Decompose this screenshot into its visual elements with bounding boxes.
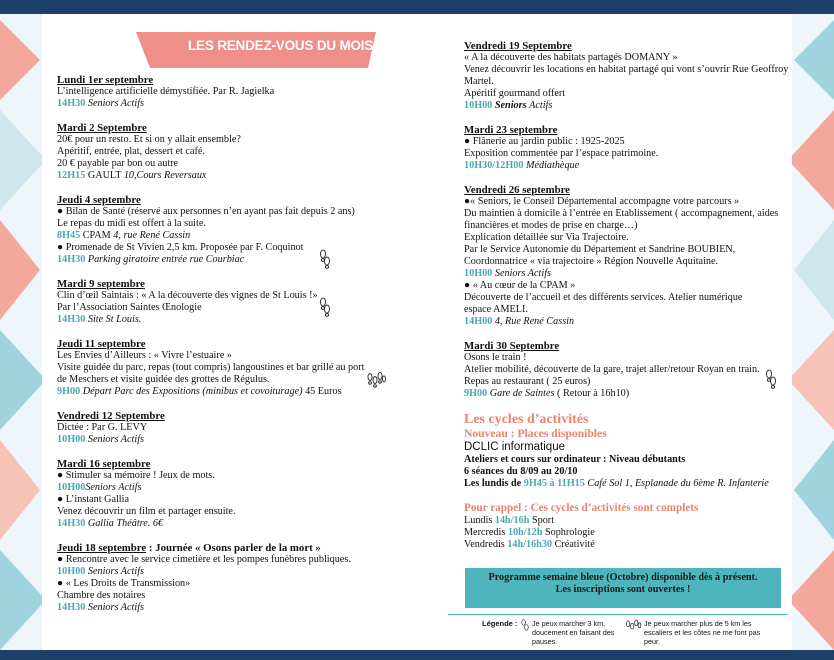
event-line: Par le Service Autonomie du Département et Sandrine BOUBIEN,: [464, 244, 736, 255]
event-place: Médiathèque: [525, 160, 580, 171]
event-place: Seniors Actifs: [85, 482, 142, 493]
session-activity: Créativité: [554, 539, 595, 550]
event-time: 14H00: [464, 316, 493, 327]
event-line: ● Rencontre avec le service cimetière et les pompes funèbres publiques.: [57, 554, 351, 565]
event-line: ● Flânerie au jardin public : 1925-2025: [464, 136, 625, 147]
event-place: 4, rue René Cassin: [113, 230, 191, 241]
session-activity: Sport: [531, 515, 555, 526]
dclic-time: 9H45 à 11H15: [523, 478, 585, 489]
footprints-icon: [318, 296, 332, 318]
box-line: Les inscriptions sont ouvertes !: [555, 584, 691, 595]
event-title: Mardi 2 Septembre: [57, 122, 147, 134]
event-title: Vendredi 19 Septembre: [464, 40, 572, 52]
event-line: ● Bilan de Santé (réservé aux personnes n’en ayant pas fait depuis 2 ans): [57, 206, 355, 217]
event-sep-12: [57, 410, 369, 446]
event-title: Jeudi 18 septembre: [57, 542, 147, 554]
event-line: Coordonnatrice « via trajectoire » Région Nouvelle Aquitaine.: [464, 256, 719, 267]
event-place: Seniors Actifs: [87, 602, 144, 613]
event-sep-30: [464, 340, 794, 400]
event-place-name: GAULT: [87, 170, 122, 181]
event-time: 10H00: [464, 100, 493, 111]
legend-text-easy: Je peux marcher 3 km, doucement en faisant des pauses.: [532, 619, 615, 646]
event-time: 14H30: [57, 98, 86, 109]
event-place: Seniors Actifs: [87, 98, 144, 109]
event-time: 9H00: [464, 388, 488, 399]
dclic-line: Ateliers et cours sur ordinateur : Niveau débutants: [464, 454, 686, 465]
event-time: 10H00: [57, 482, 86, 493]
event-line: 20€ pour un resto. Et si on y allait ensemble?: [57, 134, 241, 145]
event-line: Exposition commentée par l’espace patrimoine.: [464, 148, 659, 159]
top-border: [0, 0, 834, 14]
footprints-icon: [764, 368, 778, 390]
event-line: 20 € payable par bon ou autre: [57, 158, 179, 169]
event-line: Dictée : Par G. LEVY: [57, 422, 148, 433]
event-place: Départ Parc des Expositions (minibus et covoiturage): [82, 386, 303, 397]
session-time: 14h/16h30: [507, 539, 553, 550]
event-line: Explication détaillée sur Via Trajectoire.: [464, 232, 629, 243]
event-title: Mardi 30 Septembre: [464, 340, 560, 352]
event-time: 14H30: [57, 518, 86, 529]
event-line: L’intelligence artificielle démystifiée. Par R. Jagielka: [57, 86, 275, 97]
session-day: Mercredis: [464, 527, 506, 538]
event-place: Seniors Actifs: [494, 268, 551, 279]
event-title: Vendredi 26 septembre: [464, 184, 570, 196]
event-line: Repas au restaurant ( 25 euros): [464, 376, 591, 387]
right-column: [464, 40, 794, 551]
legend-text-hard: Je peux marcher plus de 5 km les escaliers et les côtes ne me font pas peur.: [644, 619, 761, 646]
event-title: Vendredi 12 Septembre: [57, 410, 165, 422]
legend-label: Légende :: [482, 619, 518, 628]
footprints-double-icon: [624, 618, 642, 636]
event-place: Parking giratoire entrée rue Courbiac: [87, 254, 245, 265]
event-title-suffix: : Journée « Osons parler de la mort »: [146, 542, 321, 554]
event-place: Seniors Actifs: [87, 434, 144, 445]
footprints-icon: [318, 248, 332, 270]
event-sep-1: [57, 74, 369, 110]
event-sep-19: [464, 40, 794, 112]
banner-title: LES RENDEZ-VOUS DU MOIS: [188, 38, 374, 53]
event-line: Découverte de l’accueil et des différents services. Atelier numérique: [464, 292, 743, 303]
event-time: 10H00: [57, 566, 86, 577]
event-line: Venez découvrir un film et partager ensuite.: [57, 506, 236, 517]
event-sep-11: [57, 338, 369, 398]
event-title: Jeudi 11 septembre: [57, 338, 146, 350]
event-line: espace AMELI.: [464, 304, 528, 315]
session-time: 10h/12h: [507, 527, 543, 538]
event-line: Apéritif, entrée, plat, dessert et café.: [57, 146, 205, 157]
box-line: Programme semaine bleue (Octobre) disponible dès à présent.: [488, 572, 758, 583]
event-extra: ( Retour à 16h10): [557, 388, 630, 399]
event-line: Venez découvrir les locations en habitat partagé qui vont s’ouvrir Rue Geoffroy: [464, 64, 789, 75]
bottom-border: [0, 650, 834, 660]
event-time: 10H00: [464, 268, 493, 279]
event-place-name: CPAM: [82, 230, 111, 241]
event-time: 12H15: [57, 170, 86, 181]
event-line: Visite guidée du parc, repas (tout compris) langoustines et bar grillé au port: [57, 362, 365, 373]
event-place: Actifs: [529, 100, 553, 111]
event-line: ●« Seniors, le Conseil Départemental accompagne votre parcours »: [464, 196, 740, 207]
event-title: Jeudi 4 septembre: [57, 194, 141, 206]
dclic-line: Les lundis de: [464, 478, 522, 489]
event-line: Clin d’œil Saintais : « A la découverte des vignes de St Louis !»: [57, 290, 318, 301]
session-time: 14h/16h: [494, 515, 530, 526]
event-line: « A la découverte des habitats partagés DOMANY »: [464, 52, 678, 63]
session-activity: Sophrologie: [544, 527, 595, 538]
event-line: ● Stimuler sa mémoire ! Jeux de mots.: [57, 470, 215, 481]
event-place: Site St Louis.: [87, 314, 142, 325]
session-day: Lundis: [464, 515, 493, 526]
event-place: 10,Cours Reversaux: [123, 170, 207, 181]
event-time: 10H00: [57, 434, 86, 445]
left-column: [57, 74, 369, 626]
event-line: Apéritif gourmand offert: [464, 88, 566, 99]
event-line: ● « Les Droits de Transmission»: [57, 578, 191, 589]
event-place: Gallia Théâtre. 6€: [87, 518, 164, 529]
event-sep-23: [464, 124, 794, 172]
event-line: Osons le train !: [464, 352, 527, 363]
event-title: Mardi 23 septembre: [464, 124, 558, 136]
event-line: financières et modes de prise en charge…): [464, 220, 638, 231]
footprints-icon: [520, 618, 530, 634]
event-line: Martel.: [464, 76, 494, 87]
event-sep-2: [57, 122, 369, 182]
event-time: 14H30: [57, 254, 86, 265]
event-line: de Meschers et visite guidée des grottes de Régulus.: [57, 374, 270, 385]
event-sep-26: [464, 184, 794, 328]
event-line: Par l’Association Saintes Œnologie: [57, 302, 202, 313]
event-line: Atelier mobilité, découverte de la gare, trajet aller/retour Royan en train.: [464, 364, 760, 375]
event-sep-16: [57, 458, 369, 530]
event-time: 14H30: [57, 602, 86, 613]
event-title: Lundi 1er septembre: [57, 74, 154, 86]
footprints-double-icon: [366, 370, 386, 392]
event-time: 9H00: [57, 386, 81, 397]
event-line: Chambre des notaires: [57, 590, 146, 601]
event-line: ● « Au cœur de la CPAM »: [464, 280, 576, 291]
cycles-reminder: Pour rappel : Ces cycles d’activités sont complets: [464, 502, 699, 514]
session-day: Vendredis: [464, 539, 505, 550]
semaine-bleue-box: [465, 568, 781, 608]
event-line: ● L’instant Gallia: [57, 494, 129, 505]
event-title: Mardi 9 septembre: [57, 278, 145, 290]
event-time: 10H30/12H00: [464, 160, 524, 171]
event-place: Seniors Actifs: [87, 566, 144, 577]
dclic-line: 6 séances du 8/09 au 20/10: [464, 466, 578, 477]
dclic-place: Café Sol 1, Esplanade du 6ème R. Infanterie: [587, 478, 769, 489]
event-time: 8H45: [57, 230, 81, 241]
event-time: 14H30: [57, 314, 86, 325]
event-line: Le repas du midi est offert à la suite.: [57, 218, 206, 229]
event-line: ● Promenade de St Vivien 2,5 km. Proposée par F. Coquinot: [57, 242, 304, 253]
event-sep-18: [57, 542, 369, 614]
event-price: 45 Euros: [305, 386, 342, 397]
event-place-bold: Seniors: [494, 100, 527, 111]
event-place: 4, Rue René Cassin: [494, 316, 575, 327]
cycles-title: Les cycles d’activités: [464, 412, 589, 427]
dclic-title: DCLIC informatique: [464, 441, 565, 453]
legend: [448, 614, 788, 650]
event-line: Les Envies d’Ailleurs : « Vivre l’estuaire »: [57, 350, 232, 361]
event-place: Gare de Saintes: [489, 388, 555, 399]
cycles-new-label: Nouveau : Places disponibles: [464, 427, 607, 440]
legend-divider: [448, 614, 788, 615]
event-line: Du maintien à domicile à l’entrée en Etablissement ( accompagnement, aides: [464, 208, 779, 219]
event-title: Mardi 16 septembre: [57, 458, 151, 470]
